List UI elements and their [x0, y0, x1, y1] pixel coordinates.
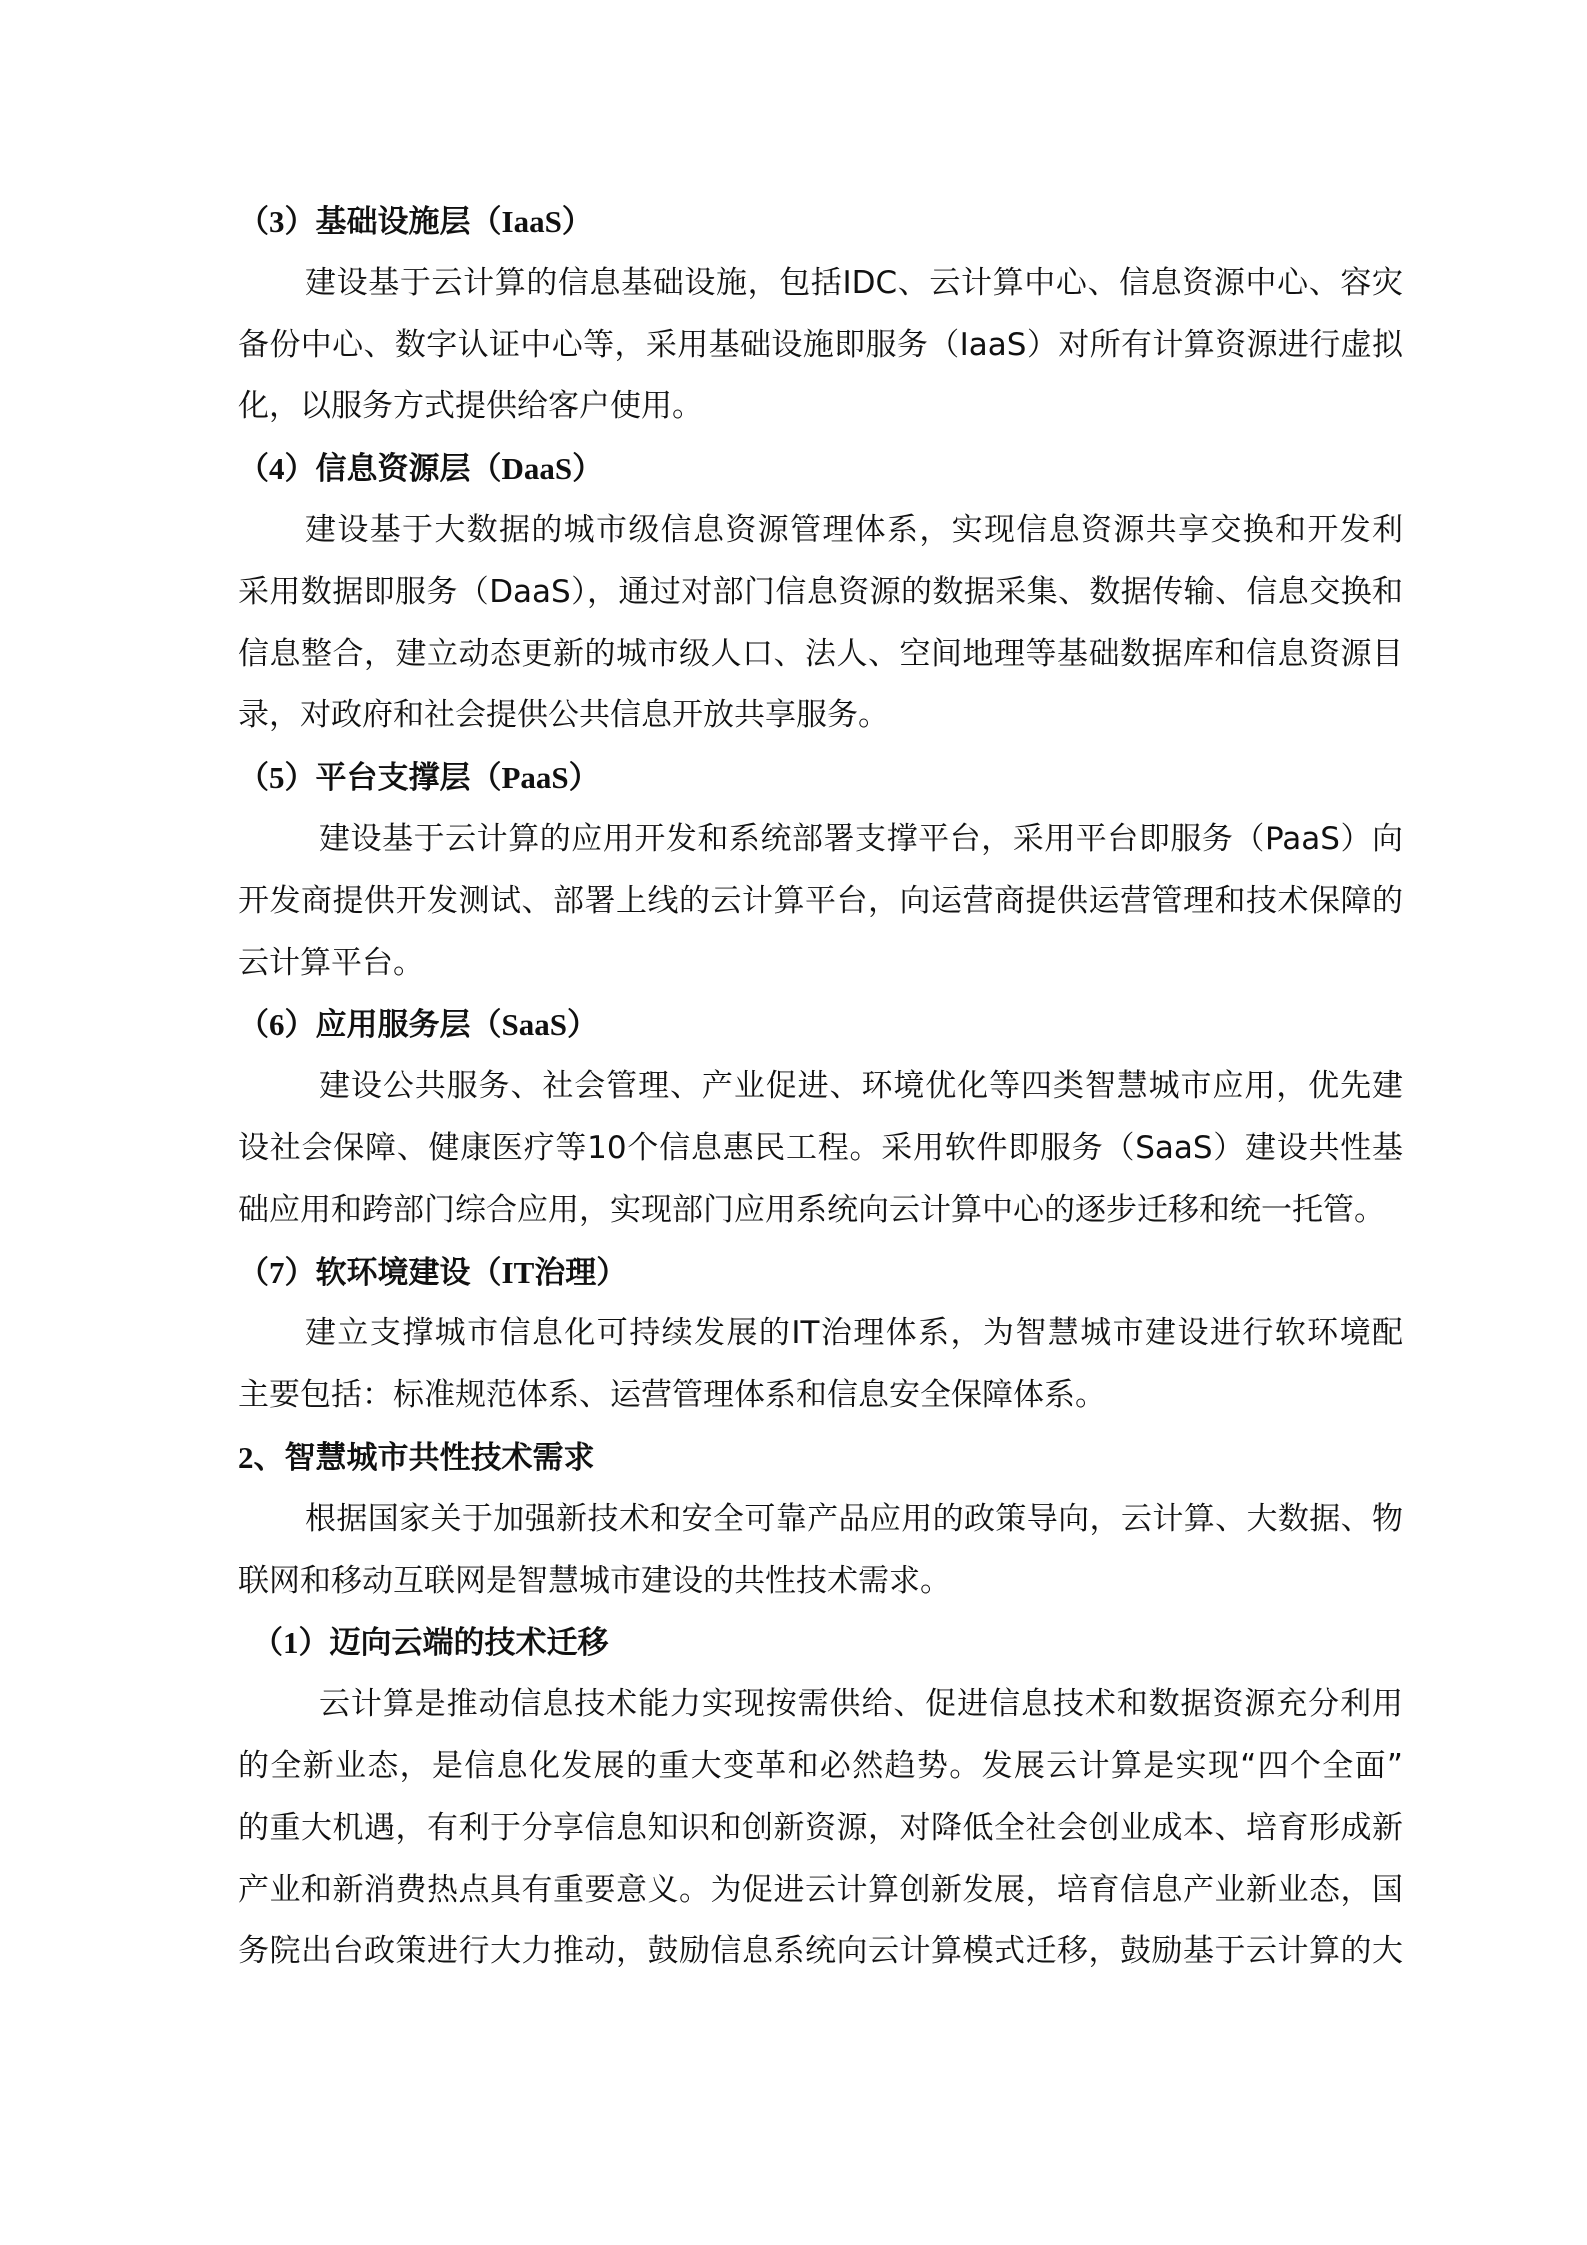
- section-heading: （3）基础设施层（IaaS）: [238, 204, 593, 239]
- paragraph-line: 云计算是推动信息技术能力实现按需供给、促进信息技术和数据资源充分利用: [319, 1686, 1403, 1723]
- paragraph-line: 云计算平台。: [238, 944, 424, 981]
- paragraph-line: 根据国家关于加强新技术和安全可靠产品应用的政策导向，云计算、大数据、物: [305, 1500, 1403, 1537]
- paragraph-line: 开发商提供开发测试、部署上线的云计算平台，向运营商提供运营管理和技术保障的: [238, 882, 1403, 919]
- paragraph-line: 设社会保障、健康医疗等10个信息惠民工程。采用软件即服务（SaaS）建设共性基: [238, 1129, 1403, 1166]
- document-page: [238, 191, 1403, 1983]
- paragraph-line: 建设公共服务、社会管理、产业促进、环境优化等四类智慧城市应用，优先建: [319, 1068, 1403, 1105]
- paragraph-line: 的重大机遇，有利于分享信息知识和创新资源，对降低全社会创业成本、培育形成新: [238, 1809, 1403, 1846]
- paragraph-line: 录，对政府和社会提供公共信息开放共享服务。: [238, 697, 889, 734]
- paragraph-line: 建立支撑城市信息化可持续发展的IT治理体系，为智慧城市建设进行软环境配: [305, 1315, 1403, 1352]
- paragraph-line: 化，以服务方式提供给客户使用。: [238, 388, 703, 425]
- section-heading: （4）信息资源层（DaaS）: [238, 451, 604, 487]
- paragraph-line: 主要包括：标准规范体系、运营管理体系和信息安全保障体系。: [238, 1377, 1106, 1414]
- paragraph-line: 础应用和跨部门综合应用，实现部门应用系统向云计算中心的逐步迁移和统一托管。: [238, 1191, 1385, 1228]
- section-heading: （5）平台支撑层（PaaS）: [238, 760, 600, 796]
- paragraph-line: 备份中心、数字认证中心等，采用基础设施即服务（IaaS）对所有计算资源进行虚拟: [238, 326, 1403, 363]
- section-heading: （6）应用服务层（SaaS）: [238, 1007, 598, 1043]
- paragraph-line: 采用数据即服务（DaaS），通过对部门信息资源的数据采集、数据传输、信息交换和: [238, 573, 1403, 610]
- paragraph-line: 产业和新消费热点具有重要意义。为促进云计算创新发展，培育信息产业新业态，国: [238, 1871, 1403, 1908]
- paragraph-line: 的全新业态，是信息化发展的重大变革和必然趋势。发展云计算是实现“四个全面”: [238, 1747, 1403, 1784]
- paragraph-line: 联网和移动互联网是智慧城市建设的共性技术需求。: [238, 1562, 951, 1599]
- paragraph-line: 信息整合，建立动态更新的城市级人口、法人、空间地理等基础数据库和信息资源目: [238, 635, 1403, 672]
- paragraph-line: 建设基于云计算的信息基础设施，包括IDC、云计算中心、信息资源中心、容灾: [305, 264, 1403, 301]
- section-heading: （1）迈向云端的技术迁移: [252, 1625, 609, 1661]
- paragraph-line: 务院出台政策进行大力推动，鼓励信息系统向云计算模式迁移，鼓励基于云计算的大: [238, 1933, 1403, 1970]
- paragraph-line: 建设基于大数据的城市级信息资源管理体系，实现信息资源共享交换和开发利: [305, 511, 1403, 548]
- section-heading: （7）软环境建设（IT治理）: [238, 1254, 628, 1290]
- paragraph-line: 建设基于云计算的应用开发和系统部署支撑平台，采用平台即服务（PaaS）向: [319, 820, 1403, 857]
- section-heading: 2、智慧城市共性技术需求: [238, 1439, 595, 1475]
